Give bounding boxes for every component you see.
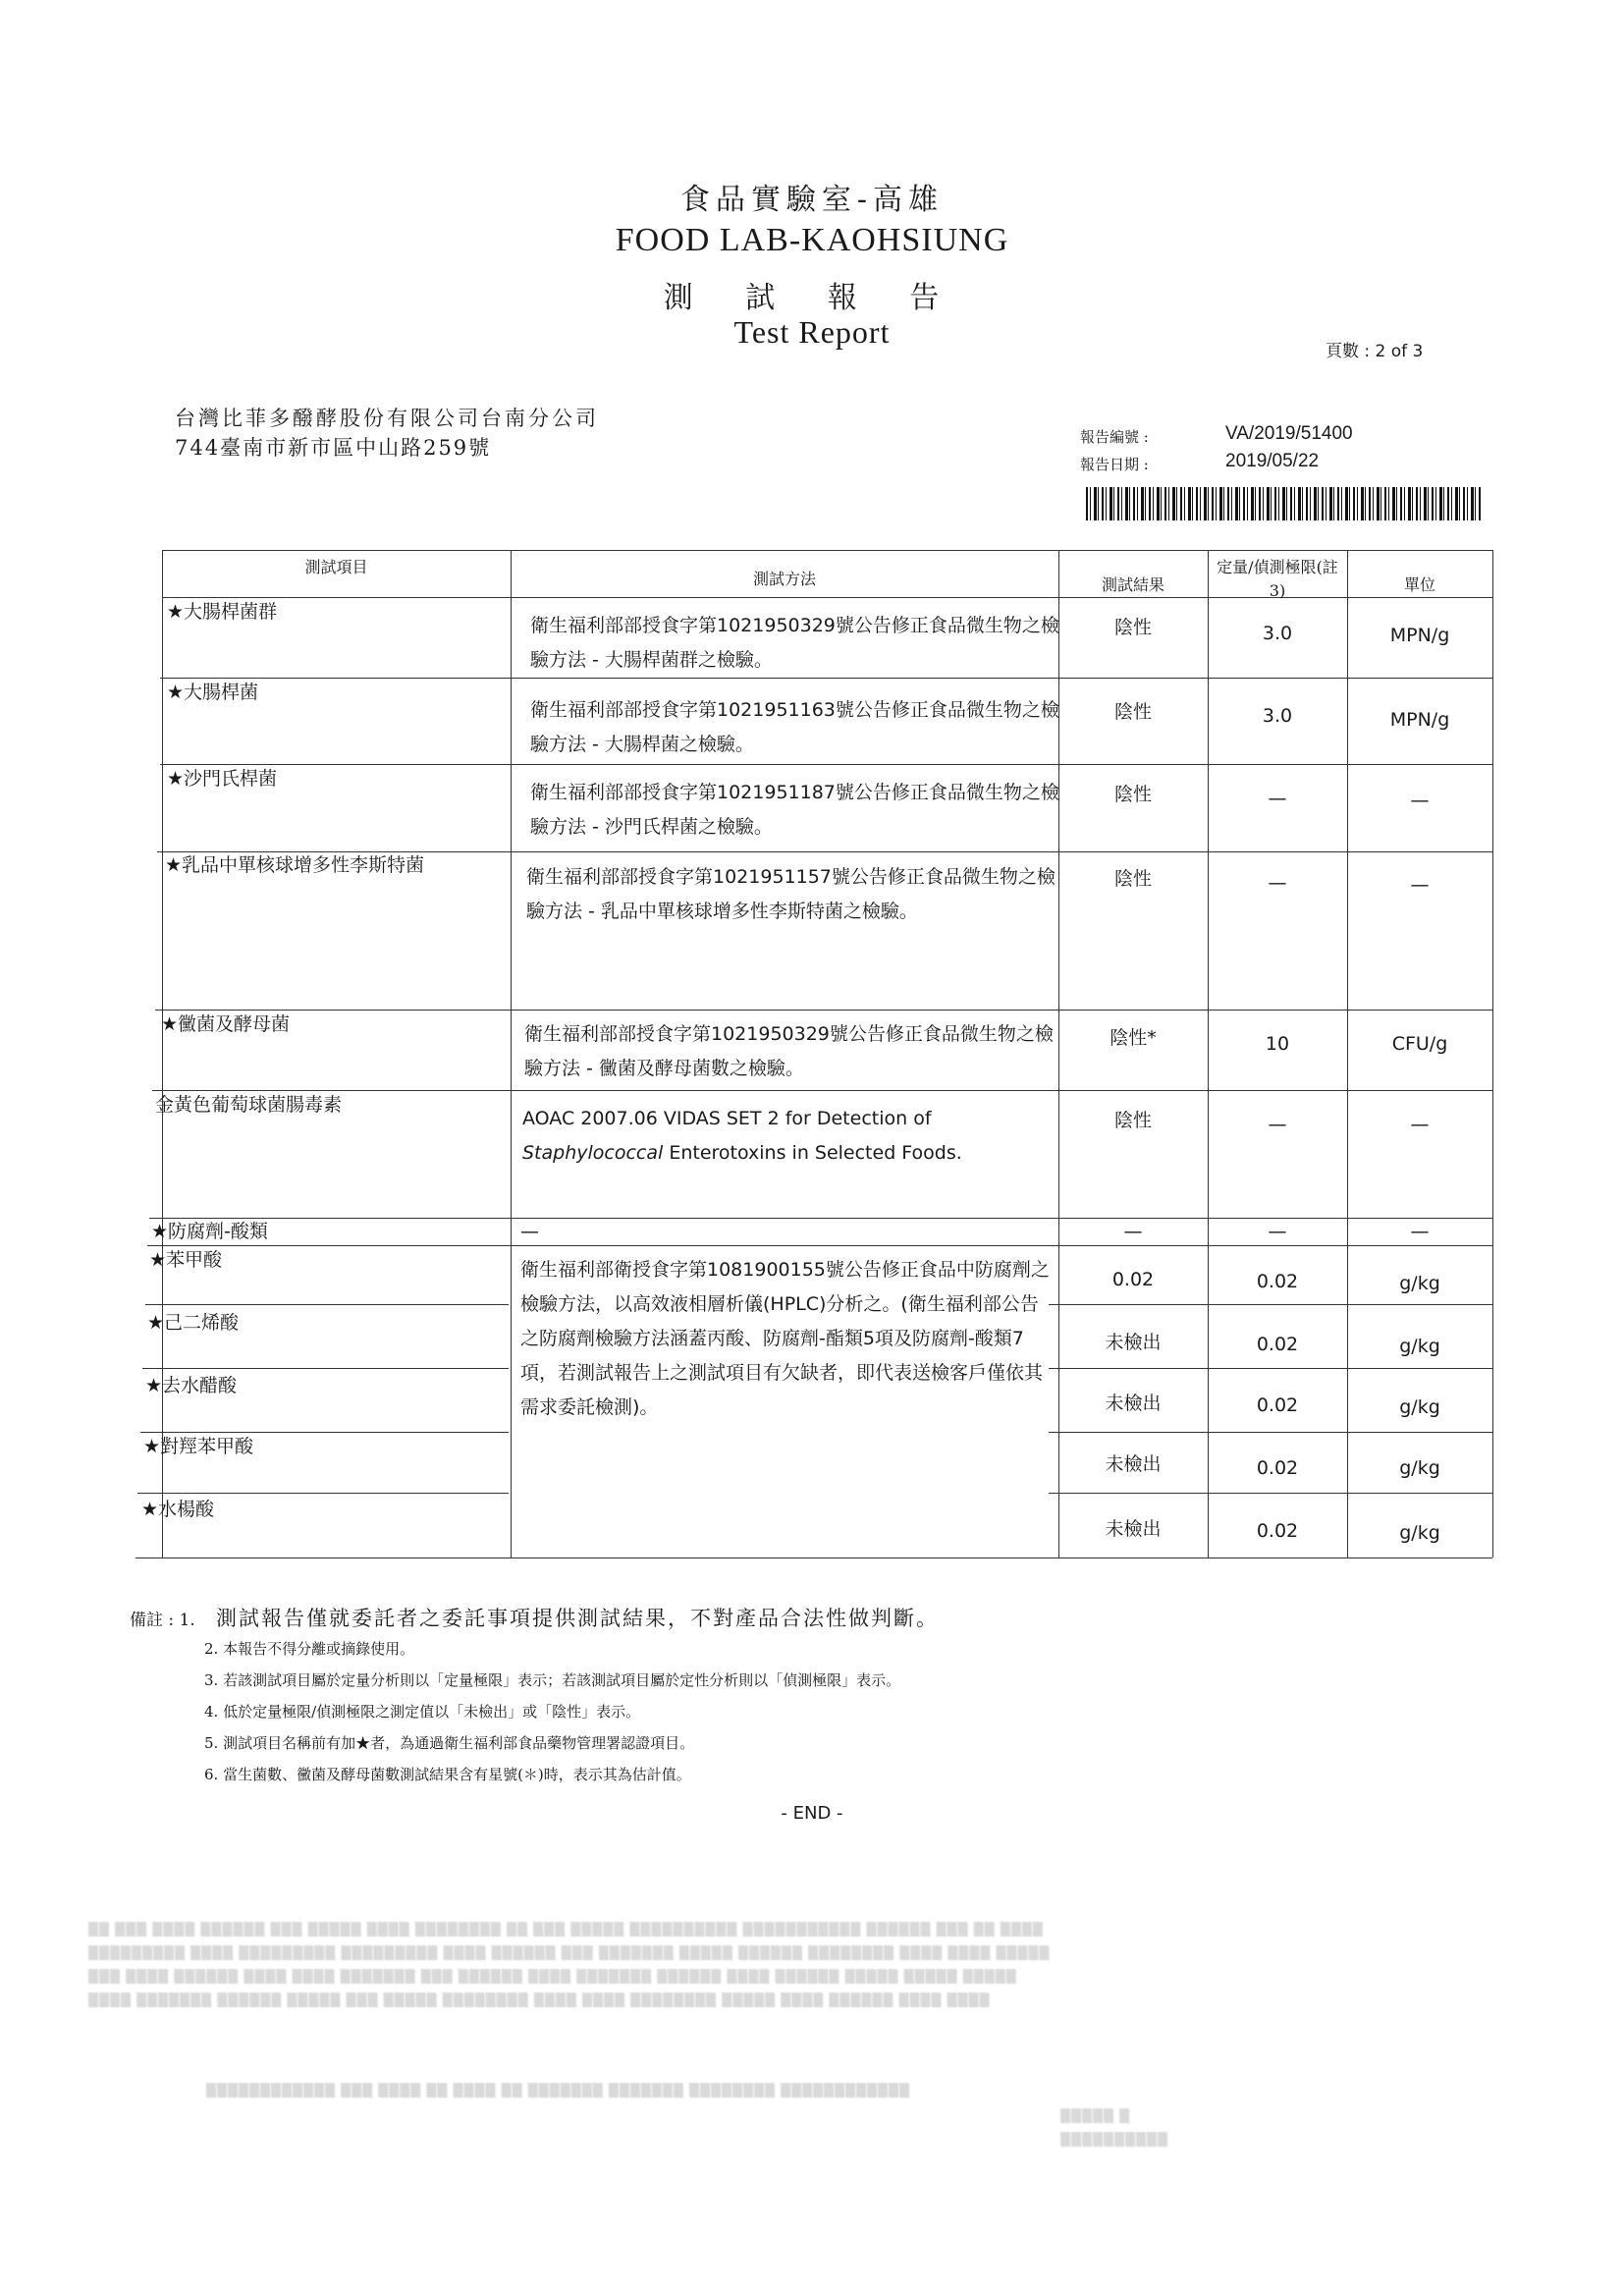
row-method: 衛生福利部部授食字第1021951187號公告修正食品微生物之檢驗方法 - 沙門氏桿菌之檢驗。 <box>530 782 1059 838</box>
row-limit: — <box>1268 1114 1287 1135</box>
preservative-item: ★水楊酸 <box>141 1499 215 1520</box>
barcode <box>1086 487 1481 520</box>
lab-title-zh: 食品實驗室-高雄 <box>679 183 945 217</box>
preservative-unit: g/kg <box>1399 1273 1440 1294</box>
row-method: 衛生福利部部授食字第1021950329號公告修正食品微生物之檢驗方法 - 大腸桿菌群之檢驗。 <box>530 615 1059 671</box>
row-item: ★防腐劑-酸類 <box>151 1221 268 1242</box>
row-result: 陰性 <box>1113 1110 1152 1131</box>
row-item: ★黴菌及酵母菌 <box>161 1013 291 1035</box>
preservative-item: ★去水醋酸 <box>145 1375 238 1396</box>
page-number: 頁數 : 2 of 3 <box>1326 342 1424 361</box>
row-unit: — <box>1410 1114 1430 1135</box>
report-title-en: Test Report <box>733 314 891 350</box>
row-result: 陰性* <box>1110 1027 1157 1049</box>
note-item: 3. 若該測試項目屬於定量分析則以「定量極限」表示；若該測試項目屬於定性分析則以「偵測極限」表示。 <box>204 1671 901 1689</box>
row-limit: — <box>1268 1221 1287 1242</box>
preservative-result: 未檢出 <box>1105 1518 1162 1540</box>
row-unit: — <box>1410 874 1430 896</box>
method-line-rest: Enterotoxins in Selected Foods. <box>663 1142 962 1164</box>
report-date: 2019/05/22 <box>1225 451 1320 471</box>
preservative-item: ★對羥苯甲酸 <box>143 1436 254 1457</box>
row-item: ★沙門氏桿菌 <box>167 768 278 790</box>
header-result: 測試結果 <box>1101 575 1164 594</box>
row-item: ★大腸桿菌群 <box>167 601 278 623</box>
preservative-item: ★苯甲酸 <box>149 1249 223 1271</box>
row-item: ★乳品中單核球增多性李斯特菌 <box>165 854 425 876</box>
preservative-item: ★己二烯酸 <box>147 1312 240 1334</box>
notes-label: 備註 : 1. <box>130 1611 195 1630</box>
preservative-unit: g/kg <box>1399 1336 1440 1357</box>
note-item: 5. 測試項目名稱前有加★者，為通過衛生福利部食品藥物管理署認證項目。 <box>204 1734 695 1752</box>
report-number: VA/2019/51400 <box>1225 423 1353 444</box>
row-unit: MPN/g <box>1389 625 1450 646</box>
row-result: 陰性 <box>1113 701 1152 723</box>
report-date-label: 報告日期 : <box>1080 456 1149 473</box>
preservative-result: 未檢出 <box>1105 1332 1162 1353</box>
lab-title-en: FOOD LAB-KAOHSIUNG <box>615 222 1009 258</box>
row-method: 衛生福利部部授食字第1021951163號公告修正食品微生物之檢驗方法 - 大腸桿菌之檢驗。 <box>530 699 1059 755</box>
row-limit: 3.0 <box>1262 705 1293 727</box>
note-item: 4. 低於定量極限/偵測極限之測定值以「未檢出」或「陰性」表示。 <box>204 1703 641 1721</box>
row-unit: MPN/g <box>1389 709 1450 731</box>
row-limit: 3.0 <box>1262 623 1293 644</box>
header-limit: 定量/偵測極限(註3) <box>1217 558 1338 600</box>
preservative-unit: g/kg <box>1399 1457 1440 1479</box>
preservative-result: 0.02 <box>1111 1269 1155 1290</box>
row-result: 陰性 <box>1113 784 1152 805</box>
row-limit: — <box>1268 788 1287 809</box>
report-title-zh: 測 試 報 告 <box>663 281 961 315</box>
preservative-limit: 0.02 <box>1256 1394 1299 1416</box>
report-number-label: 報告編號 : <box>1080 428 1149 446</box>
client-address: 744臺南市新市區中山路259號 <box>175 436 492 460</box>
note-item: 6. 當生菌數、黴菌及酵母菌數測試結果含有星號(＊)時，表示其為估計值。 <box>204 1766 691 1783</box>
client-name: 台灣比菲多醱酵股份有限公司台南分公司 <box>175 407 599 430</box>
end-marker: - END - <box>781 1803 843 1824</box>
row-result: 陰性 <box>1113 617 1152 638</box>
preservative-limit: 0.02 <box>1256 1271 1299 1292</box>
row-method: — <box>520 1221 539 1242</box>
note-item: 測試報告僅就委託者之委託事項提供測試結果，不對產品合法性做判斷。 <box>216 1607 939 1630</box>
preservative-method: 衛生福利部衛授食字第1081900155號公告修正食品中防腐劑之檢驗方法，以高效液相層析儀(HPLC)分析之。(衛生福利部公告之防腐劑檢驗方法涵蓋丙酸、防腐劑-酯類5項及防腐劑-酸類7項，若測試報告上之測試項目有欠缺者，即代表送檢客戶僅依其需求委託檢測)。 <box>520 1259 1050 1418</box>
row-unit: — <box>1410 790 1430 811</box>
preservative-limit: 0.02 <box>1256 1457 1299 1479</box>
row-method <box>522 1102 1053 1171</box>
row-unit: CFU/g <box>1391 1033 1448 1055</box>
row-result: — <box>1123 1221 1143 1242</box>
header-unit: 單位 <box>1403 575 1435 594</box>
preservative-result: 未檢出 <box>1105 1453 1162 1475</box>
row-limit: — <box>1268 872 1287 894</box>
preservative-unit: g/kg <box>1399 1522 1440 1544</box>
row-method: 衛生福利部部授食字第1021950329號公告修正食品微生物之檢驗方法 - 黴菌及酵母菌數之檢驗。 <box>524 1023 1054 1079</box>
preservative-limit: 0.02 <box>1256 1334 1299 1355</box>
row-limit: 10 <box>1265 1033 1290 1055</box>
method-line: AOAC 2007.06 VIDAS SET 2 for Detection of <box>522 1108 932 1129</box>
method-italic: Staphylococcal <box>522 1142 664 1164</box>
header-item: 測試項目 <box>304 558 368 576</box>
preservative-limit: 0.02 <box>1256 1520 1299 1542</box>
row-result: 陰性 <box>1113 868 1152 890</box>
row-item: ★大腸桿菌 <box>167 682 259 703</box>
note-item: 2. 本報告不得分離或摘錄使用。 <box>204 1640 415 1658</box>
preservative-unit: g/kg <box>1399 1396 1440 1418</box>
row-item: 金黃色葡萄球菌腸毒素 <box>155 1094 343 1116</box>
preservative-result: 未檢出 <box>1105 1393 1162 1414</box>
row-unit: — <box>1410 1221 1430 1242</box>
header-method: 測試方法 <box>752 570 816 588</box>
row-method: 衛生福利部部授食字第1021951157號公告修正食品微生物之檢驗方法 - 乳品中單核球增多性李斯特菌之檢驗。 <box>526 866 1056 922</box>
